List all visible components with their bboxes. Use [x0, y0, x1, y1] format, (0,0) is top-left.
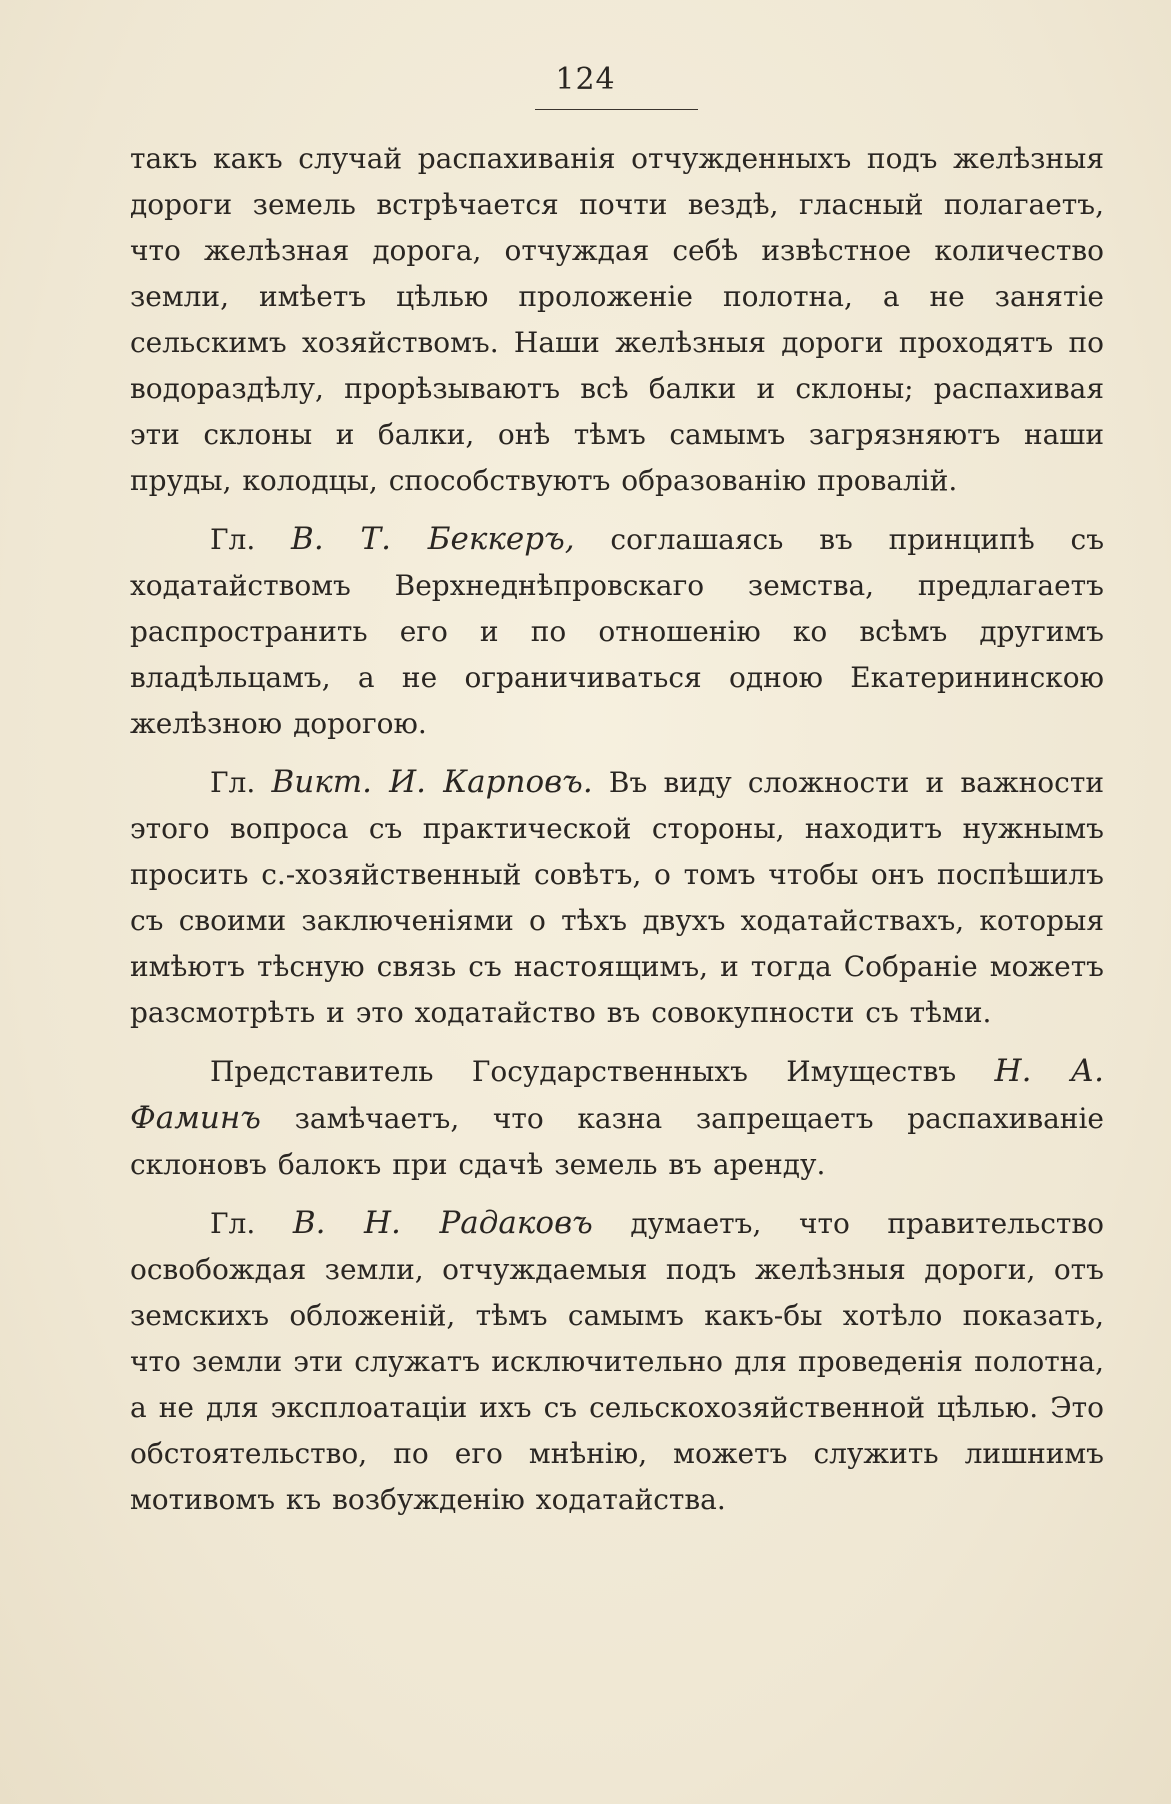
paragraph-famin	[130, 1048, 1104, 1188]
speaker-prefix: Гл.	[210, 766, 256, 799]
speaker-name: Н. А. Фаминъ	[130, 1053, 1104, 1136]
paragraph-karpov	[130, 759, 1104, 1036]
paragraph-text: замѣчаетъ, что казна запрещаетъ распахиваніе склоновъ балокъ при сдачѣ земель въ аренду.	[130, 1102, 1104, 1181]
speaker-name: В. Т. Беккеръ,	[291, 521, 575, 557]
page-number: 124	[555, 62, 616, 97]
paragraph-continuation	[130, 136, 1104, 504]
paragraph-text: Въ виду сложности и важности этого вопроса съ практической стороны, находитъ нужнымъ просить с.-хозяйственный совѣтъ, о томъ чтобы онъ поспѣшилъ съ своими заключеніями о тѣхъ двухъ ходатайствахъ, которыя имѣютъ тѣсную связь съ настоящимъ, и тогда Собраніе можетъ разсмотрѣть и это ходатайство въ совокупности съ тѣми.	[130, 766, 1104, 1029]
paragraph-text: думаетъ, что правительство освобождая земли, отчуждаемыя подъ желѣзныя дороги, отъ земскихъ обложеній, тѣмъ самымъ какъ-бы хотѣло показать, что земли эти служатъ исключительно для проведенія полотна, а не для эксплоатаціи ихъ съ сельскохозяйственной цѣлью. Это обстоятельство, по его мнѣнію, можетъ служить лишнимъ мотивомъ къ возбужденію ходатайства.	[130, 1207, 1104, 1516]
text-body	[130, 136, 1104, 1535]
speaker-prefix: Гл.	[210, 1207, 256, 1240]
page-number-rule	[535, 109, 698, 110]
paragraph-text: такъ какъ случай распахиванія отчужденныхъ подъ желѣзныя дороги земель встрѣчается почти вездѣ, гласный полагаетъ, что желѣзная дорога, отчуждая себѣ извѣстное количество земли, имѣетъ цѣлью проложеніе полотна, а не занятіе сельскимъ хозяйствомъ. Наши желѣзныя дороги проходятъ по водораздѣлу, прорѣзываютъ всѣ балки и склоны; распахивая эти склоны и балки, онѣ тѣмъ самымъ загрязняютъ наши пруды, колодцы, способствуютъ образованію провалій.	[130, 142, 1104, 497]
paragraph-bekker	[130, 516, 1104, 747]
speaker-name: Викт. И. Карповъ.	[271, 764, 593, 800]
speaker-name: В. Н. Радаковъ	[292, 1205, 593, 1241]
paragraph-text: соглашаясь въ принципѣ съ ходатайствомъ Верхнеднѣпровскаго земства, предлагаетъ распространить его и по отношенію ко всѣмъ другимъ владѣльцамъ, а не ограничиваться одною Екатерининскою желѣзною дорогою.	[130, 523, 1105, 740]
speaker-prefix: Представитель Государственныхъ Имуществъ	[210, 1055, 957, 1088]
paragraph-radakov	[130, 1200, 1104, 1523]
speaker-prefix: Гл.	[210, 523, 256, 556]
